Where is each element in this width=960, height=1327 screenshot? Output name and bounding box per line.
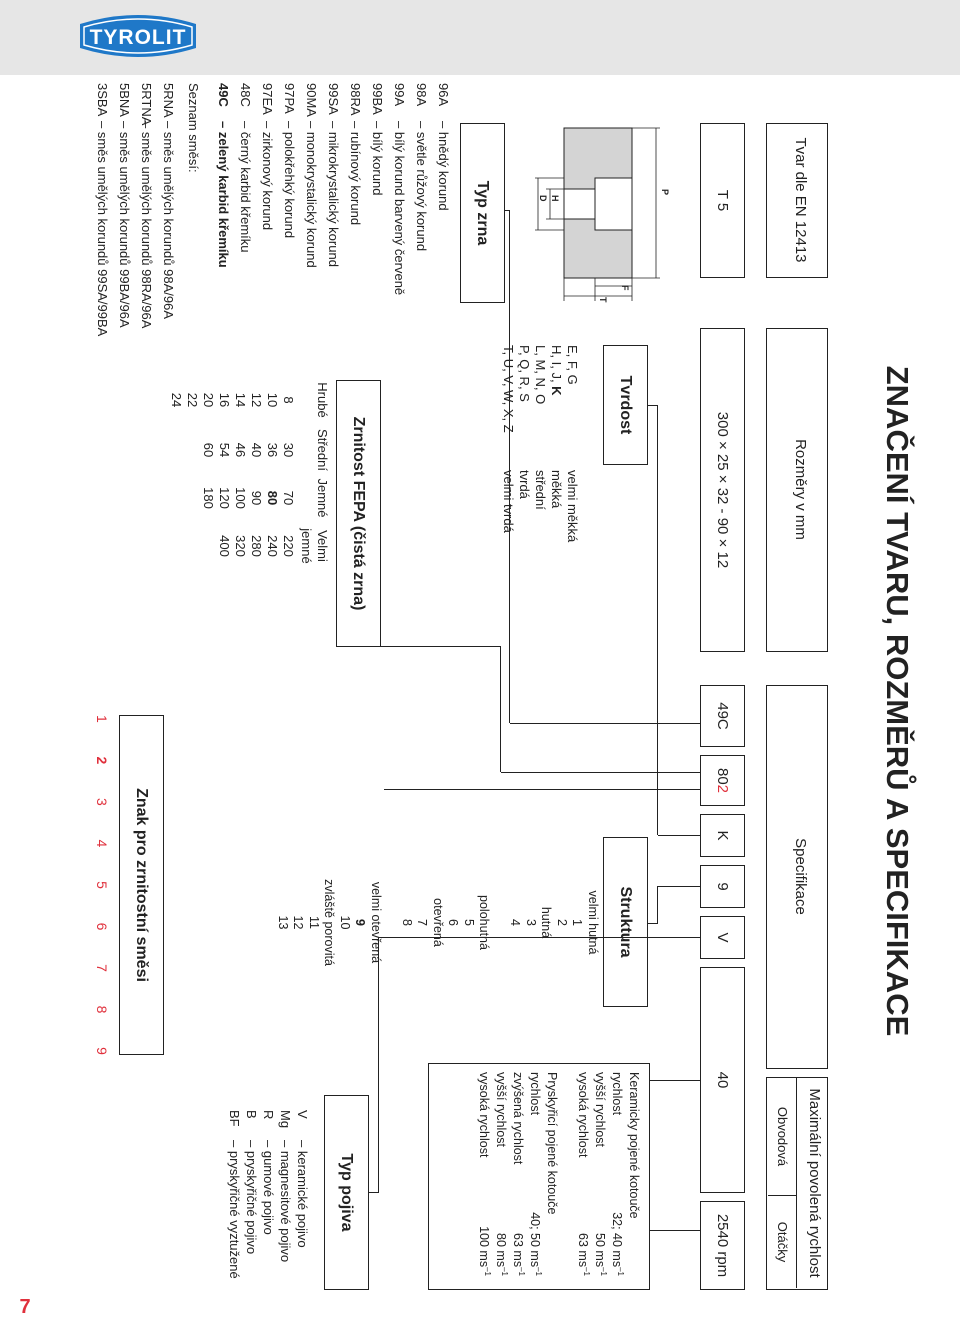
value-tvar-box xyxy=(700,123,745,278)
svg-text:TYROLIT: TYROLIT xyxy=(89,26,187,49)
hardness-row xyxy=(564,345,580,645)
mix-row xyxy=(157,83,179,343)
grit-header: Jemné xyxy=(315,478,330,518)
label-h: H xyxy=(550,195,560,202)
speed-value xyxy=(476,1226,491,1276)
speed-value xyxy=(575,1233,590,1276)
grain-code: 99BA xyxy=(370,83,385,115)
tyrolit-logo xyxy=(74,8,202,64)
bond-code: V xyxy=(295,1110,310,1119)
speed-row xyxy=(491,1072,508,1280)
speed-value-text: 63 ms xyxy=(511,1233,525,1268)
value-grain-box xyxy=(700,685,745,747)
structure-line: 11 xyxy=(307,916,321,929)
speed-value xyxy=(493,1233,508,1276)
structure-line: 2 xyxy=(555,919,569,926)
speed-value-unit: –1 xyxy=(616,1267,625,1276)
grain-type-row xyxy=(278,83,300,343)
znak-number: 9 xyxy=(94,1047,110,1055)
grit-value: 120 xyxy=(217,487,232,509)
bond-desc: – gumové pojivo xyxy=(261,1140,276,1235)
structure-line: hutná xyxy=(539,906,554,939)
value-rpm: 2540 rpm xyxy=(714,1213,731,1278)
mix-row xyxy=(113,83,135,343)
grain-desc: – rubínový korund xyxy=(348,121,363,226)
value-hardness: K xyxy=(714,830,731,841)
speed-row xyxy=(474,1072,491,1280)
znak-number: 8 xyxy=(94,1005,110,1014)
hardness-letters: P, Q, R, S xyxy=(517,345,532,402)
grit-value: 60 xyxy=(201,442,216,458)
structure-line: 13 xyxy=(276,915,290,930)
speed-value-text: 40; 50 ms xyxy=(528,1212,542,1268)
bond-type-row xyxy=(293,1110,310,1320)
grain-desc: – zelený karbid křemíku xyxy=(216,121,231,268)
bond-desc: – magnesitové pojivo xyxy=(278,1140,293,1263)
speed-label: rychlost xyxy=(610,1072,624,1116)
speed-label: vysoká rychlost xyxy=(576,1072,590,1158)
grain-type-row xyxy=(234,83,256,343)
grit-value: 10 xyxy=(265,392,280,408)
label-t: T xyxy=(598,297,608,303)
struktura-box xyxy=(603,837,648,1007)
mix-row xyxy=(135,83,157,343)
bond-type-row xyxy=(242,1110,259,1320)
mix-code: 5BNA xyxy=(117,83,132,117)
grain-type-row xyxy=(212,83,234,343)
grain-type-row xyxy=(256,83,278,343)
znak-number: 7 xyxy=(94,964,110,972)
grit-value: 24 xyxy=(169,392,184,408)
value-rozmery-box xyxy=(700,328,745,652)
speed-label: vysoká rychlost xyxy=(477,1072,491,1158)
page-number: 7 xyxy=(19,1296,31,1318)
grain-desc: – hnědý korund xyxy=(436,121,451,211)
structure-line: 5 xyxy=(462,919,476,926)
value-grain-size-box xyxy=(700,755,745,806)
value-rozmery: 300 × 25 × 32 - 90 × 12 xyxy=(714,411,731,569)
header-tvar: Tvar dle EN 12413 xyxy=(792,137,809,263)
structure-line: zvláště porovitá xyxy=(322,879,337,966)
header-tvar-box xyxy=(766,123,828,278)
hardness-row xyxy=(548,345,564,645)
hardness-letters: E, F, G xyxy=(565,345,580,385)
speed-row xyxy=(590,1072,607,1280)
speed-value-unit: –1 xyxy=(599,1267,608,1276)
bond-desc: – keramické pojivo xyxy=(295,1140,310,1248)
hardness-row xyxy=(500,345,516,645)
header-otacky: Otáčky xyxy=(775,1221,790,1263)
znak-box xyxy=(119,715,164,1055)
grain-code: 99A xyxy=(392,83,407,107)
speed-list xyxy=(474,1072,641,1280)
value-hardness-box xyxy=(700,814,745,857)
grit-header: Střední xyxy=(315,429,330,471)
speed-value-text: 63 ms xyxy=(576,1233,590,1268)
znak-title: Znak pro zrnitostní směsi xyxy=(133,788,151,982)
speed-value-text: 32; 40 ms xyxy=(610,1212,624,1268)
structure-line: 12 xyxy=(291,915,306,930)
hardness-list xyxy=(500,345,580,645)
structure-line xyxy=(383,810,399,1035)
value-rpm-box xyxy=(700,1201,745,1290)
speed-label: rychlost xyxy=(528,1072,542,1116)
value-tvar: T 5 xyxy=(714,189,731,212)
grain-type-row xyxy=(300,83,322,343)
speed-value-text: 80 ms xyxy=(494,1233,508,1268)
structure-line: 6 xyxy=(446,919,461,926)
speed-value-text: 100 ms xyxy=(477,1226,491,1268)
value-speed-box xyxy=(700,967,745,1193)
grain-desc: – monokrystalický korund xyxy=(304,121,319,268)
hardness-desc: střední xyxy=(533,470,548,510)
value-size-a: 80 xyxy=(714,767,731,785)
label-p: P xyxy=(660,189,670,196)
structure-line: 1 xyxy=(570,919,585,926)
speed-spacer xyxy=(559,1072,573,1280)
hardness-bold-letter: K xyxy=(549,386,564,396)
bond-code: BF xyxy=(227,1110,242,1127)
grit-value: 240 xyxy=(265,535,280,557)
zrnitost-title: Zrnitost FEPA (čistá zrna) xyxy=(350,416,368,611)
hardness-row xyxy=(516,345,532,645)
structure-line: 10 xyxy=(338,915,352,930)
grit-value: 320 xyxy=(233,535,248,557)
znak-number: 3 xyxy=(94,798,110,806)
bond-code: Mg xyxy=(278,1110,293,1129)
wheel-drawing xyxy=(534,123,684,303)
header-max-speed-box xyxy=(766,1077,828,1290)
grit-value: 180 xyxy=(201,487,216,509)
grit-value: 400 xyxy=(217,535,232,557)
speed-value-unit: –1 xyxy=(517,1267,526,1276)
hardness-desc: tvrdá xyxy=(517,470,532,499)
hardness-desc: velmi měkká xyxy=(565,470,580,543)
bond-type-row xyxy=(276,1110,293,1320)
structure-line xyxy=(492,810,508,1035)
grit-value: 280 xyxy=(249,535,264,557)
grain-code: 97PA xyxy=(282,83,297,114)
hardness-desc: měkká xyxy=(549,470,564,509)
grain-code: 99SA xyxy=(326,83,341,115)
bond-code: B xyxy=(244,1110,259,1119)
grit-value: 40 xyxy=(249,442,264,458)
specification-sheet xyxy=(0,75,960,1327)
grain-code: 96A xyxy=(436,83,451,107)
mix-desc: – směs umělých korundů 98RA/96A xyxy=(139,121,154,329)
mix-row xyxy=(91,83,113,343)
value-size-b: 2 xyxy=(714,784,731,794)
speed-label: vyšší rychlost xyxy=(593,1072,607,1148)
grain-desc: – bílý korund xyxy=(370,121,385,196)
grit-value: 90 xyxy=(249,490,264,506)
header-rozmery: Rozměry v mm xyxy=(792,439,809,540)
value-bond: V xyxy=(714,932,731,943)
bond-type-row xyxy=(259,1110,276,1320)
hardness-letters: T, U, V, W, X, Z xyxy=(501,345,516,433)
label-d: D xyxy=(538,195,548,202)
grain-code: 90MA xyxy=(304,83,319,117)
grain-desc: – světle růžový korund xyxy=(414,121,429,252)
structure-line: velmi otevřená xyxy=(369,881,383,964)
grit-value: 80 xyxy=(265,490,280,506)
znak-number: 6 xyxy=(94,922,110,931)
page-title: ZNAČENÍ TVARU, ROZMĚRŮ A SPECIFIKACE xyxy=(880,365,915,1037)
speed-row xyxy=(525,1072,542,1280)
znak-numbers xyxy=(94,715,110,1055)
speed-row xyxy=(607,1072,624,1280)
header-obvodova: Obvodová xyxy=(775,1106,790,1167)
typ-pojiva-title: Typ pojiva xyxy=(338,1153,356,1232)
znak-number: 1 xyxy=(94,715,110,723)
grit-value: 100 xyxy=(233,487,248,509)
grain-desc: – mikrokrystalický korund xyxy=(326,121,341,267)
speed-value xyxy=(609,1212,624,1276)
structure-line: 8 xyxy=(400,919,414,926)
speed-box xyxy=(428,1063,650,1290)
zrnitost-box xyxy=(336,380,381,647)
speed-value-unit: –1 xyxy=(483,1267,492,1276)
speed-value-unit: –1 xyxy=(500,1267,509,1276)
hardness-letters: H, I, J, K xyxy=(549,345,564,396)
value-structure-box xyxy=(700,865,745,908)
grain-code: 49C xyxy=(216,83,231,107)
bond-code: R xyxy=(261,1110,276,1120)
tvrdost-title: Tvrdost xyxy=(617,375,635,435)
speed-group-title: Pryskyřicí pojené kotouče xyxy=(545,1072,559,1215)
hardness-letters: L, M, N, O xyxy=(533,345,548,405)
structure-line: otevřená xyxy=(431,898,445,947)
grit-value: 12 xyxy=(249,392,264,408)
grain-type-row xyxy=(366,83,388,343)
speed-value xyxy=(527,1212,542,1276)
grit-value: 70 xyxy=(281,490,296,506)
structure-line: 9 xyxy=(353,919,368,926)
grain-desc: – zirkonový korund xyxy=(260,121,275,231)
grit-value: 220 xyxy=(281,535,296,557)
grain-desc: – polokřehký korund xyxy=(282,121,297,239)
structure-list xyxy=(275,810,601,1035)
speed-label: zvýšená rychlost xyxy=(511,1072,525,1165)
label-f: F xyxy=(620,285,630,291)
speed-row xyxy=(573,1072,590,1280)
grain-code: 97EA xyxy=(260,83,275,115)
bond-desc: – pryskyřičné pojivo xyxy=(244,1140,259,1255)
header-rozmery-box xyxy=(766,328,828,652)
hardness-desc: velmi tvrdá xyxy=(501,470,516,533)
typ-pojiva-box xyxy=(324,1095,369,1290)
mix-code: 5RTNA xyxy=(139,83,154,126)
speed-value xyxy=(510,1233,525,1276)
znak-number: 2 xyxy=(94,756,110,765)
grain-type-row xyxy=(432,83,454,343)
speed-value xyxy=(592,1233,607,1276)
grit-value: 14 xyxy=(233,392,248,408)
value-structure: 9 xyxy=(714,882,731,891)
speed-row xyxy=(508,1072,525,1280)
hardness-row xyxy=(532,345,548,645)
value-bond-box xyxy=(700,916,745,959)
structure-line: 4 xyxy=(508,919,523,926)
speed-value-unit: –1 xyxy=(582,1267,591,1276)
bond-type-list xyxy=(225,1110,310,1320)
typ-zrna-box xyxy=(460,123,505,303)
typ-zrna-title: Typ zrna xyxy=(474,180,492,246)
mix-code: 3SBA xyxy=(95,83,110,117)
mix-desc: – směs umělých korundů 99BA/96A xyxy=(117,121,132,328)
grain-desc: – černý karbid křemíku xyxy=(238,121,253,253)
grit-value: 8 xyxy=(281,396,296,404)
bond-desc: – pryskyřičné vyztužené xyxy=(227,1140,242,1279)
grit-header: Velmi jemné xyxy=(299,528,330,564)
grit-table xyxy=(140,375,330,665)
grain-type-row xyxy=(322,83,344,343)
grit-value: 46 xyxy=(233,442,248,458)
grain-code: 48C xyxy=(238,83,253,107)
struktura-title: Struktura xyxy=(617,886,635,958)
znak-number: 5 xyxy=(94,881,110,889)
structure-line: velmi hutná xyxy=(586,890,600,955)
structure-line: 3 xyxy=(524,919,538,926)
bond-type-row xyxy=(225,1110,242,1320)
header-specifikace-box xyxy=(766,685,828,1069)
grit-value: 54 xyxy=(217,442,232,458)
page-header xyxy=(0,0,960,75)
header-max-speed: Maximální povolená rychlost xyxy=(806,1088,823,1278)
structure-line: 7 xyxy=(415,919,430,926)
znak-number: 4 xyxy=(94,839,110,848)
mix-desc: – směs umělých korundů 98A/96A xyxy=(161,121,176,319)
mix-desc: – směs umělých korundů 99SA/99BA xyxy=(95,121,110,337)
grain-type-row xyxy=(388,83,410,343)
speed-group-title: Keramicky pojené kotouče xyxy=(627,1072,641,1219)
grain-type-row xyxy=(410,83,432,343)
speed-value-text: 50 ms xyxy=(593,1233,607,1268)
structure-line: polohutná xyxy=(477,895,492,950)
grit-value: 22 xyxy=(185,392,200,408)
tvrdost-box xyxy=(603,345,648,465)
speed-label: vyšší rychlost xyxy=(494,1072,508,1148)
grain-type-row xyxy=(344,83,366,343)
mix-title: Seznam směsí: xyxy=(186,83,201,173)
value-speed: 40 xyxy=(714,1071,731,1089)
grain-type-list xyxy=(91,83,454,343)
value-grain: 49C xyxy=(714,702,731,730)
grit-value: 16 xyxy=(217,392,232,408)
speed-value-unit: –1 xyxy=(534,1267,543,1276)
grit-value: 30 xyxy=(281,442,296,458)
grit-header: Hrubé xyxy=(315,382,330,418)
grit-value: 20 xyxy=(201,392,216,408)
grain-code: 98RA xyxy=(348,83,363,116)
grain-code: 98A xyxy=(414,83,429,107)
grain-desc: – bílý korund barvený červeně xyxy=(392,121,407,296)
mix-code: 5RNA xyxy=(161,83,176,118)
header-specifikace: Specifikace xyxy=(792,838,809,915)
grit-value: 36 xyxy=(265,442,280,458)
